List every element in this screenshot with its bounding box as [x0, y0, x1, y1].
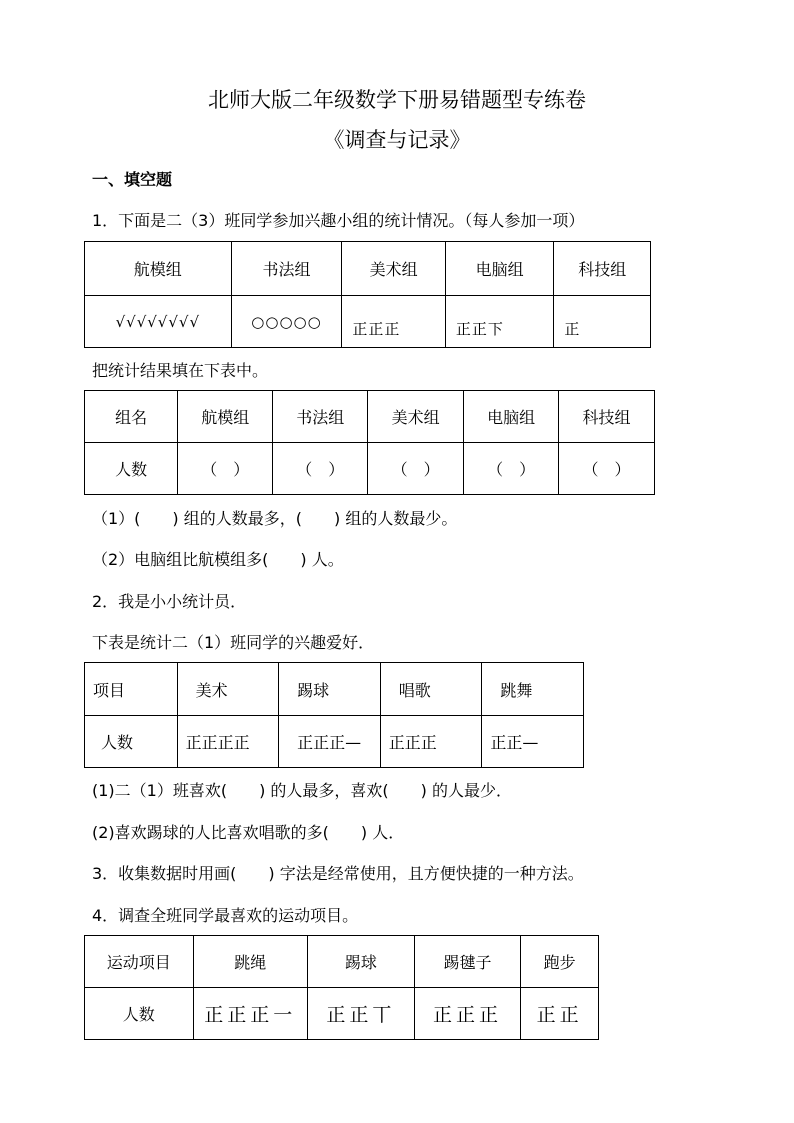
tally-cell: 正正: [521, 988, 599, 1040]
table-header-cell: 电脑组: [464, 391, 559, 443]
page-title: 北师大版二年级数学下册易错题型专练卷: [208, 88, 586, 112]
table-header-cell: 美术组: [368, 391, 464, 443]
table-header-cell: 跳舞: [482, 663, 584, 716]
answer-blank[interactable]: （ ）: [273, 443, 368, 495]
answer-blank[interactable]: （ ）: [464, 443, 559, 495]
table-header-cell: 航模组: [178, 391, 273, 443]
tally-cell: 正正—: [482, 716, 584, 768]
row-label-cell: 人数: [85, 716, 178, 768]
table-row: [85, 296, 651, 348]
tally-cell: 正正正: [342, 296, 446, 348]
tally-cell: 正正丅: [308, 988, 415, 1040]
table-header-cell: 跑步: [521, 936, 599, 988]
table-header-cell: 美术: [177, 663, 279, 716]
question-2-text: 2．我是小小统计员．: [92, 592, 247, 611]
table-header-cell: 跳绳: [193, 936, 308, 988]
tally-cell: 正正正: [380, 716, 482, 768]
answer-blank[interactable]: （ ）: [368, 443, 464, 495]
table-header-cell: 唱歌: [380, 663, 482, 716]
table-header-cell: 科技组: [554, 242, 651, 296]
table-row: [85, 988, 599, 1040]
tally-cell: 正正正一: [193, 988, 308, 1040]
table-header-cell: 航模组: [85, 242, 232, 296]
tally-cell: 正正正—: [279, 716, 381, 768]
table-header-cell: 美术组: [342, 242, 446, 296]
answer-blank[interactable]: （ ）: [178, 443, 273, 495]
q1-sub-question-2: （2）电脑组比航模组多( ) 人。: [92, 550, 344, 569]
table-header-cell: 项目: [85, 663, 178, 716]
q4-sports-table: [84, 935, 599, 1040]
q1-instruction: 把统计结果填在下表中。: [92, 361, 269, 380]
q2-sub-question-2: (2)喜欢踢球的人比喜欢唱歌的多( ) 人．: [92, 823, 405, 842]
q2-hobby-table: [84, 662, 584, 768]
tally-cell: 正正正: [414, 988, 521, 1040]
q1-sub-question-1: （1）( ) 组的人数最多，( ) 组的人数最少。: [92, 509, 458, 528]
table-row: [85, 242, 651, 296]
table-row: [85, 443, 655, 495]
question-3-text: 3．收集数据时用画( ) 字法是经常使用，且方便快捷的一种方法。: [92, 864, 584, 883]
question-4-text: 4．调查全班同学最喜欢的运动项目。: [92, 906, 359, 925]
table-row: [85, 936, 599, 988]
answer-blank[interactable]: （ ）: [559, 443, 655, 495]
row-label-cell: 人数: [85, 988, 194, 1040]
tally-cell: ○○○○○: [231, 296, 342, 348]
q1-answer-table: [84, 390, 655, 495]
question-1-text: 1．下面是二（3）班同学参加兴趣小组的统计情况。（每人参加一项）: [92, 211, 585, 230]
table-header-cell: 踢球: [308, 936, 415, 988]
table-header-cell: 科技组: [559, 391, 655, 443]
table-header-cell: 书法组: [273, 391, 368, 443]
table-header-cell: 踢毽子: [414, 936, 521, 988]
q1-tally-table: [84, 241, 651, 348]
section-heading: 一、填空题: [92, 170, 173, 189]
tally-cell: 正正下: [445, 296, 554, 348]
table-row: [85, 716, 584, 768]
table-header-cell: 踢球: [279, 663, 381, 716]
q2-intro: 下表是统计二（1）班同学的兴趣爱好．: [92, 633, 375, 652]
table-header-cell: 电脑组: [445, 242, 554, 296]
q2-sub-question-1: (1)二（1）班喜欢( ) 的人最多，喜欢( ) 的人最少．: [92, 781, 512, 800]
tally-cell: 正正正正: [177, 716, 279, 768]
table-row: [85, 663, 584, 716]
tally-cell: √√√√√√√√: [85, 296, 232, 348]
tally-cell: 正: [554, 296, 651, 348]
table-header-cell: 组名: [85, 391, 178, 443]
row-label-cell: 人数: [85, 443, 178, 495]
table-row: [85, 391, 655, 443]
page-subtitle: 《调查与记录》: [323, 128, 471, 152]
table-header-cell: 运动项目: [85, 936, 194, 988]
table-header-cell: 书法组: [231, 242, 342, 296]
